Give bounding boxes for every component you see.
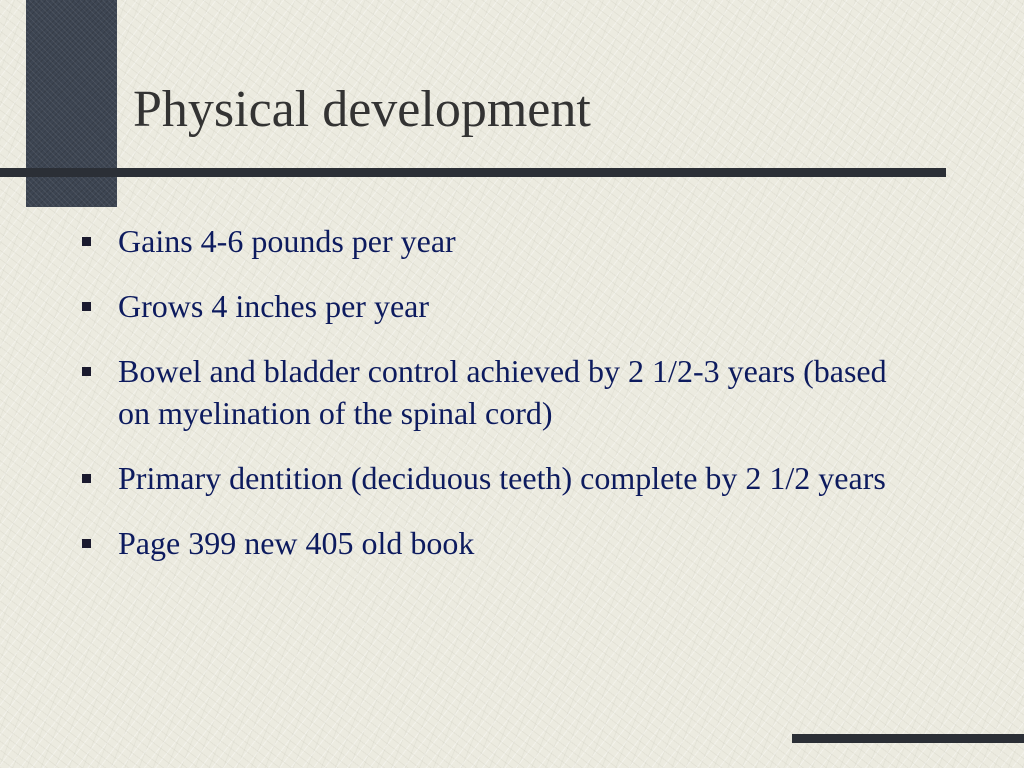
bullet-item xyxy=(82,457,912,499)
slide-title: Physical development xyxy=(133,81,591,138)
bullet-item xyxy=(82,220,912,262)
square-bullet-icon xyxy=(82,302,91,311)
square-bullet-icon xyxy=(82,237,91,246)
square-bullet-icon xyxy=(82,367,91,376)
square-bullet-icon xyxy=(82,539,91,548)
bullet-text: Page 399 new 405 old book xyxy=(118,525,475,561)
bullet-item xyxy=(82,285,912,327)
bullet-text: Grows 4 inches per year xyxy=(118,288,429,324)
bullet-item xyxy=(82,522,912,564)
bullet-item xyxy=(82,350,912,434)
bullet-text: Primary dentition (deciduous teeth) complete by 2 1/2 years xyxy=(118,460,886,496)
bullet-text: Bowel and bladder control achieved by 2 1/2-3 years (based on myelination of the spinal cord) xyxy=(118,353,887,431)
bullet-list xyxy=(82,220,912,587)
bullet-text: Gains 4-6 pounds per year xyxy=(118,223,456,259)
title-divider-rule xyxy=(0,168,946,177)
footer-rule xyxy=(792,734,1024,743)
square-bullet-icon xyxy=(82,474,91,483)
